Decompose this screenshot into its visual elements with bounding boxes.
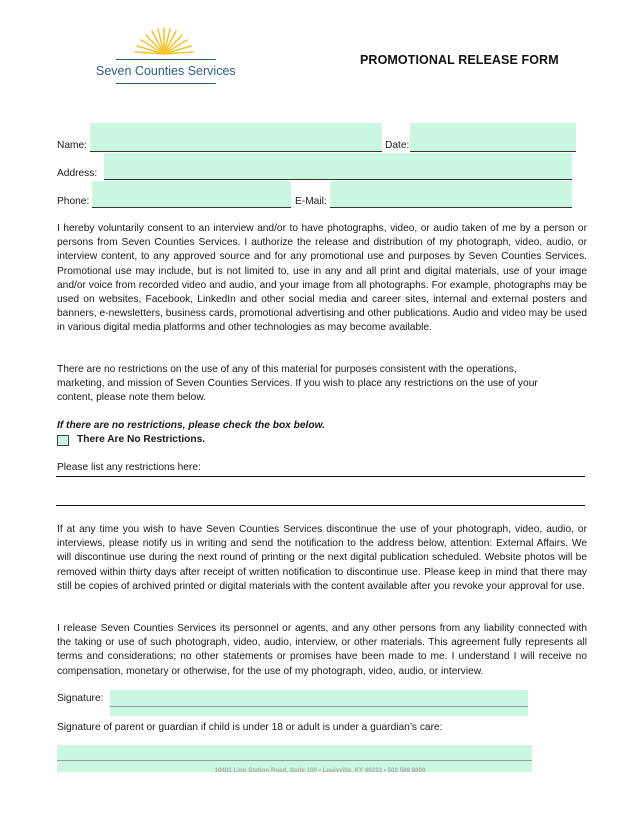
phone-label: Phone: xyxy=(57,196,90,207)
footer-address: 10401 Linn Station Road, Suite 100 • Louisville, KY 40223 • 502 589 8600 xyxy=(214,767,426,774)
address-label: Address: xyxy=(57,168,98,179)
guardian-signature-underline xyxy=(57,760,532,761)
restrictions-paragraph-line: There are no restrictions on the use of any of this material for purposes consistent with the operations, xyxy=(57,364,517,375)
restrictions-paragraph-line: content, please note them below. xyxy=(57,392,206,404)
sunburst-icon xyxy=(132,26,196,56)
date-field[interactable] xyxy=(410,123,576,151)
signature-underline xyxy=(110,706,528,707)
restrictions-line-2[interactable] xyxy=(56,505,585,506)
email-label: E-Mail: xyxy=(295,196,327,207)
date-underline xyxy=(410,151,576,152)
org-name: Seven Counties Services xyxy=(96,64,236,78)
consent-paragraph: I hereby voluntarily consent to an interview and/or to have photographs, video, or audio taken of me by a person or persons from Seven Counties Services. I authorize the release and distribution of my photograph, video, audio, or interview content, to any approved source and for any promotional use and purposes by Seven Counties Services. Promotional use may include, but is not limited to, use in any and all print and digital materials, use of your image and/or voice from recorded video and audio, and your image from all photographs. For example, photographs may be used on websites, Facebook, LinkedIn and other social media and career sites, internal and external posters and banners, e-newsletters, business cards, promotional advertising and other publications. Audio and video may be used in various digital media platforms and other technologies as may become available. xyxy=(57,223,587,334)
signature-label: Signature: xyxy=(57,693,104,704)
date-label: Date: xyxy=(385,140,410,151)
logo-rule-top xyxy=(116,59,216,60)
restrictions-paragraph xyxy=(57,363,597,406)
email-field[interactable] xyxy=(330,181,572,207)
no-restrictions-prompt: If there are no restrictions, please check the box below. xyxy=(57,420,325,431)
name-field[interactable] xyxy=(90,123,382,151)
signature-field[interactable] xyxy=(110,690,528,716)
name-label: Name: xyxy=(57,140,88,151)
release-paragraph: I release Seven Counties Services its personnel or agents, and any other persons from any liability connected with the taking or use of such photograph, video, audio, interview, or other materials. This agreement fully represents all terms and considerations; no other statements or promises have been made to me. I understand I will receive no compensation, monetary or otherwise, for the use of my photograph, video, audio, or interview. xyxy=(57,623,587,677)
restrictions-label: Please list any restrictions here: xyxy=(57,462,201,473)
address-field[interactable] xyxy=(104,153,572,179)
no-restrictions-checkbox[interactable] xyxy=(57,435,69,446)
revocation-paragraph: If at any time you wish to have Seven Counties Services discontinue the use of your photograph, video, audio, or interviews, please notify us in writing and send the notification to the address below, attention: External Affairs. We will discontinue use during the next round of printing or the next digital publication scheduled. Website photos will be removed within thirty days after receipt of written notification to discontinue use. Please keep in mind that there may still be copies of archived printed or digital materials with the content available after you revoke your approval for use. xyxy=(57,524,587,592)
phone-underline xyxy=(92,207,291,208)
phone-field[interactable] xyxy=(92,181,291,207)
restrictions-line-1[interactable] xyxy=(56,476,585,477)
restrictions-paragraph-line: marketing, and mission of Seven Counties Services. If you wish to place any restrictions on the use of your xyxy=(57,378,538,390)
no-restrictions-checkbox-label: There Are No Restrictions. xyxy=(77,434,206,445)
email-underline xyxy=(330,207,572,208)
form-title: PROMOTIONAL RELEASE FORM xyxy=(360,53,559,67)
logo-rule-bottom xyxy=(116,83,216,84)
name-underline xyxy=(90,151,382,152)
guardian-signature-label: Signature of parent or guardian if child is under 18 or adult is under a guardian’s care: xyxy=(57,722,443,733)
address-underline xyxy=(104,179,572,180)
